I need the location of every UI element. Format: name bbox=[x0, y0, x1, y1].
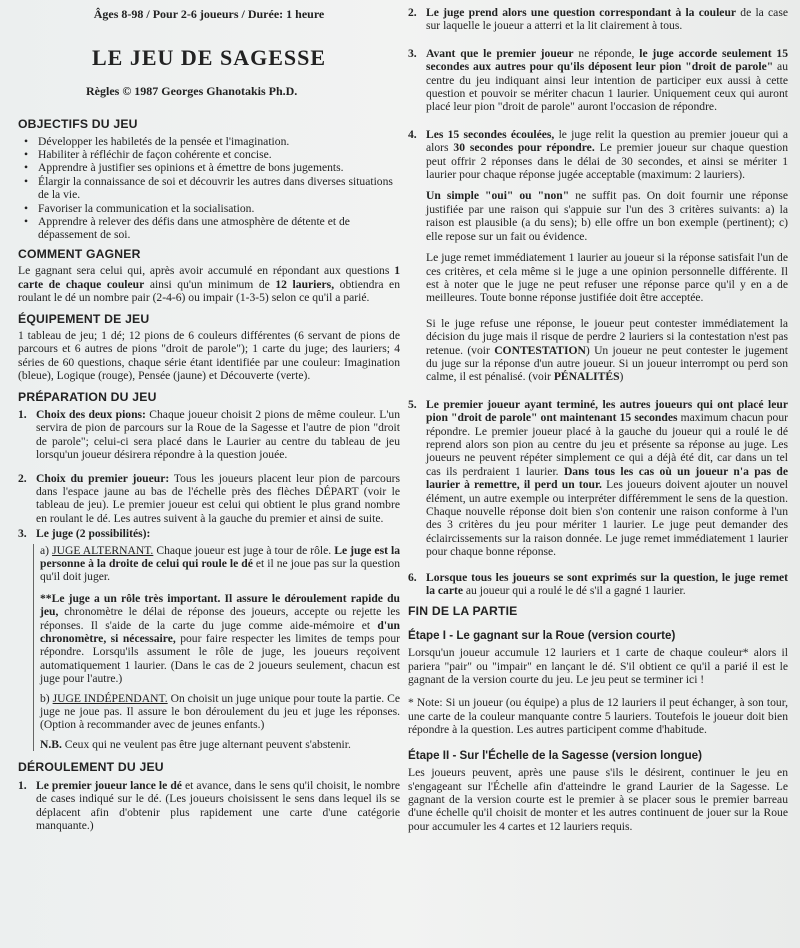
objectifs-heading: OBJECTIFS DU JEU bbox=[18, 117, 138, 132]
left-column bbox=[18, 0, 400, 832]
fin-heading: FIN DE LA PARTIE bbox=[408, 604, 518, 619]
copyright-line: Règles © 1987 Georges Ghanotakis Ph.D. bbox=[86, 83, 298, 98]
page-title: LE JEU DE SAGESSE bbox=[91, 45, 327, 71]
deroulement-item-5: 5. Le premier joueur ayant terminé, les autres joueurs qui ont placé leur pion "droit de parole" ont maintenant 15 secondes maximum chacun pour répondre. Le premier joueur placé à la gauche du joueur qui a roulé le dé reprend alors son pion au centre du jeu et présente sa réponse au juge. Les joueurs ne peuvent répéter simplement ce qui a déjà été dit, car dans un tel cas ils perdraient 1 laurier. Dans tous les cas où un joueur n'a pas de laurier à remettre, il perd un tour. Les joueurs doivent ajouter un nouvel élément, un autre exemple ou interpréter différemment le sens de la question. Chaque nouvelle réponse doit bien s'on contenir une raison conforme à l'un des 3 critères du jeu pour mériter 1 laurier. Le juge peut demander des éclaircissements sur la raison donnée. Le juge remet immédiatement 1 laurier pour chaque bonne réponse. bbox=[408, 397, 788, 559]
deroulement-item-4: 4. Les 15 secondes écoulées, le juge relit la question au premier joueur qui a alors 30 secondes pour répondre. Le premier joueur sur chaque question peut offrir 2 réponses dans le délai de 30 secondes, et ainsi se mériter 1 laurier pour chaque réponse jugée acceptable (maximum: 2 lauriers). Un simple "oui" ou "non" ne suffit pas. On doit fournir une réponse justifiée par une raison qui s'appuie sur l'un des 3 critères suivants: a) la raison est plausible (a du sens); b) elle offre un bon exemple (pertinent); c) elle repose sur un fait ou évidence. Le juge remet immédiatement 1 laurier au joueur si la réponse satisfait l'un de ces critères, et cela même si le juge a une opinion personnelle différente. Il est à noter que le juge ne peut refuser une réponse parce qu'il y en a de meilleures. Toute bonne réponse justifiée doit être acceptée. Si le juge refuse une réponse, le joueur peut contester immédiatement la décision du juge mais il risque de perdre 2 lauriers si la contestation n'est pas retenue. (voir CONTESTATION) Un joueur ne peut contester le jugement du juge sur la réponse d'un autre joueur. Si un joueur interrompt ou perd son calme, il est pénalisé. (voir PÉNALITÉS) bbox=[408, 127, 788, 384]
right-column bbox=[408, 0, 788, 833]
list-item: • Apprendre à justifier ses opinions et à émettre de bons jugements. bbox=[22, 161, 400, 174]
juge-independant: b) JUGE INDÉPENDANT. On choisit un juge unique pour toute la partie. Ce juge ne joue pas. Il assure le bon déroulement du jeu et juge les réponses. (Option à recommander avec de jeunes enfants.) bbox=[40, 691, 400, 732]
etape-2-title: Étape II - Sur l'Échelle de la Sagesse (version longue) bbox=[408, 748, 702, 762]
deroulement-item-6: 6. Lorsque tous les joueurs se sont exprimés sur la question, le juge remet la carte au joueur qui a roulé le dé s'il a gagné 1 laurier. bbox=[408, 570, 788, 598]
prep-item-1: 1. Choix des deux pions: Chaque joueur choisit 2 pions de même couleur. L'un servira de pion de parcours sur la Roue de la Sagesse et l'autre de pion "droit de parole"; celui-ci sera placé dans le Laurier au centre du tableau de jeu lorsqu'un joueur désirera répondre à la question jouée. bbox=[18, 407, 401, 462]
list-item: • Élargir la connaissance de soi et découvrir les autres dans diverses situations de la vie. bbox=[22, 175, 400, 202]
equipement-heading: ÉQUIPEMENT DE JEU bbox=[18, 311, 150, 326]
etape-1-title: Étape I - Le gagnant sur la Roue (version courte) bbox=[408, 628, 676, 642]
juge-options bbox=[33, 544, 400, 752]
objectifs-list bbox=[22, 135, 400, 242]
list-item: • Favoriser la communication et la socialisation. bbox=[22, 202, 400, 215]
juge-role: **Le juge a un rôle très important. Il assure le déroulement rapide du jeu, chronomètre le délai de réponse des joueurs, accepte ou rejette les réponses. Il s'aide de la carte du juge comme aide-mémoire et d'un chronomètre, si nécessaire, pour faire respecter les limites de temps pour répondre. Lorsqu'ils assument le rôle de juge, les joueurs reçoivent automatiquement 1 laurier. (Dans le cas de 2 joueurs seulement, chacun est juge pour l'autre.) bbox=[40, 591, 401, 686]
deroulement-heading: DÉROULEMENT DU JEU bbox=[18, 760, 164, 775]
deroulement-item-1: 1. Le premier joueur lance le dé et avance, dans le sens qu'il choisit, le nombre de cases indiqué sur le dé. (Les joueurs choisissent le sens dans lequel ils se déplacent afin d'obtenir plus rapidement une carte d'une catégorie manquante.) bbox=[18, 778, 401, 832]
etape-1-text: Lorsqu'un joueur accumule 12 lauriers et 1 carte de chaque couleur* alors il pariera "pair" ou "impair" en lançant le dé. S'il obtient ce qu'il a parié il est le gagnant de la version courte du jeu. Le jeu peut se terminer ici ! bbox=[408, 646, 788, 687]
game-meta: Âges 8-98 / Pour 2-6 joueurs / Durée: 1 heure bbox=[93, 7, 325, 21]
etape-2-text: Les joueurs peuvent, après une pause s'ils le désirent, continuer le jeu en s'engageant sur l'Échelle afin d'atteindre le grand Laurier de la Sagesse. Le gagnant de la version courte est le premier à se placer sous le premier barreau d'une échelle qu'il choisit de monter et les autres continuent de jouer sur la Roue pour accumuler les 4 cartes et 12 lauriers requis. bbox=[408, 766, 788, 833]
prep-item-2: 2. Choix du premier joueur: Tous les joueurs placent leur pion de parcours dans l'espace jaune au bas de l'échelle près des flèches DÉPART (voir le tableau de jeu). Le premier joueur est celui qui obtient le plus grand nombre en roulant le dé. Les autres suivent à la gauche du premier et ainsi de suite. bbox=[18, 471, 400, 525]
list-item: • Développer les habiletés de la pensée et l'imagination. bbox=[22, 135, 400, 148]
deroulement-item-2: 2. Le juge prend alors une question correspondant à la couleur de la case sur laquelle le joueur a atterri et la lit clairement à tous. bbox=[408, 6, 788, 33]
juge-note: N.B. Ceux qui ne veulent pas être juge alternant peuvent s'abstenir. bbox=[40, 737, 351, 751]
gagner-text: Le gagnant sera celui qui, après avoir accumulé en répondant aux questions 1 carte de chaque couleur ainsi qu'un minimum de 12 lauriers, obtiendra en roulant le dé un nombre pair (2-4-6) ou impair (1-3-5) selon ce qu'il a parié. bbox=[18, 264, 400, 305]
list-item: • Apprendre à relever des défis dans une atmosphère de détente et de dépassement de soi. bbox=[22, 215, 400, 242]
gagner-heading: COMMENT GAGNER bbox=[18, 246, 141, 261]
etape-1-note: * Note: Si un joueur (ou équipe) a plus de 12 lauriers il peut échanger, à son tour, une carte de la couleur manquante contre 5 lauriers. Toutefois le joueur doit bien répondre à la question. Les autres participent comme d'habitude. bbox=[408, 696, 788, 737]
list-item: • Habiliter à réfléchir de façon cohérente et concise. bbox=[22, 148, 400, 161]
deroulement-item-3: 3. Avant que le premier joueur ne réponde, le juge accorde seulement 15 secondes aux autres pour qu'ils déposent leur pion "droit de parole" au centre du jeu indiquant ainsi leur intention de participer eux aussi à cette question et pouvoir se mériter chacun 1 laurier. Uniquement ceux qui auront placé leur pion "droit de parole" auront l'occasion de répondre. bbox=[408, 46, 789, 114]
equipement-text: 1 tableau de jeu; 1 dé; 12 pions de 6 couleurs différentes (6 servant de pions de parcours et 6 autres de pions "droit de parole"); 1 carte du juge; des lauriers; 4 séries de 60 questions, chaque série étant identifiée par une couleur: Imagination (bleue), Logique (rouge), Pensée (jaune) et Découverte (verte). bbox=[18, 328, 400, 383]
juge-alternant: a) JUGE ALTERNANT. Chaque joueur est juge à tour de rôle. Le juge est la personne à la droite de celui qui roule le dé et il ne joue pas sur la question qu'il doit juger. bbox=[40, 543, 401, 584]
preparation-heading: PRÉPARATION DU JEU bbox=[18, 389, 157, 404]
prep-item-3: 3. Le juge (2 possibilités): a) JUGE ALTERNANT. Chaque joueur est juge à tour de rôle. Le juge est la personne à la droite de celui qui roule le dé et il ne joue pas sur la question qu'il doit juger. **Le juge a un rôle très important. Il assure le déroulement rapide du jeu, chronomètre le délai de réponse des joueurs, accepte ou rejette les réponses. Il s'aide de la carte du juge comme aide-mémoire et d'un chronomètre, si nécessaire, pour faire respecter les limites de temps pour répondre. Lorsqu'ils assument le rôle de juge, les joueurs reçoivent automatiquement 1 laurier. (Dans le cas de 2 joueurs seulement, chacun est juge pour l'autre.) b) JUGE INDÉPENDANT. On choisit un juge unique pour toute la partie. Ce juge ne joue pas. Il assure le bon déroulement du jeu et juge les réponses. (Option à recommander avec de jeunes enfants.) N.B. Ceux qui ne veulent pas être juge alternant peuvent s'abstenir. bbox=[18, 527, 401, 751]
